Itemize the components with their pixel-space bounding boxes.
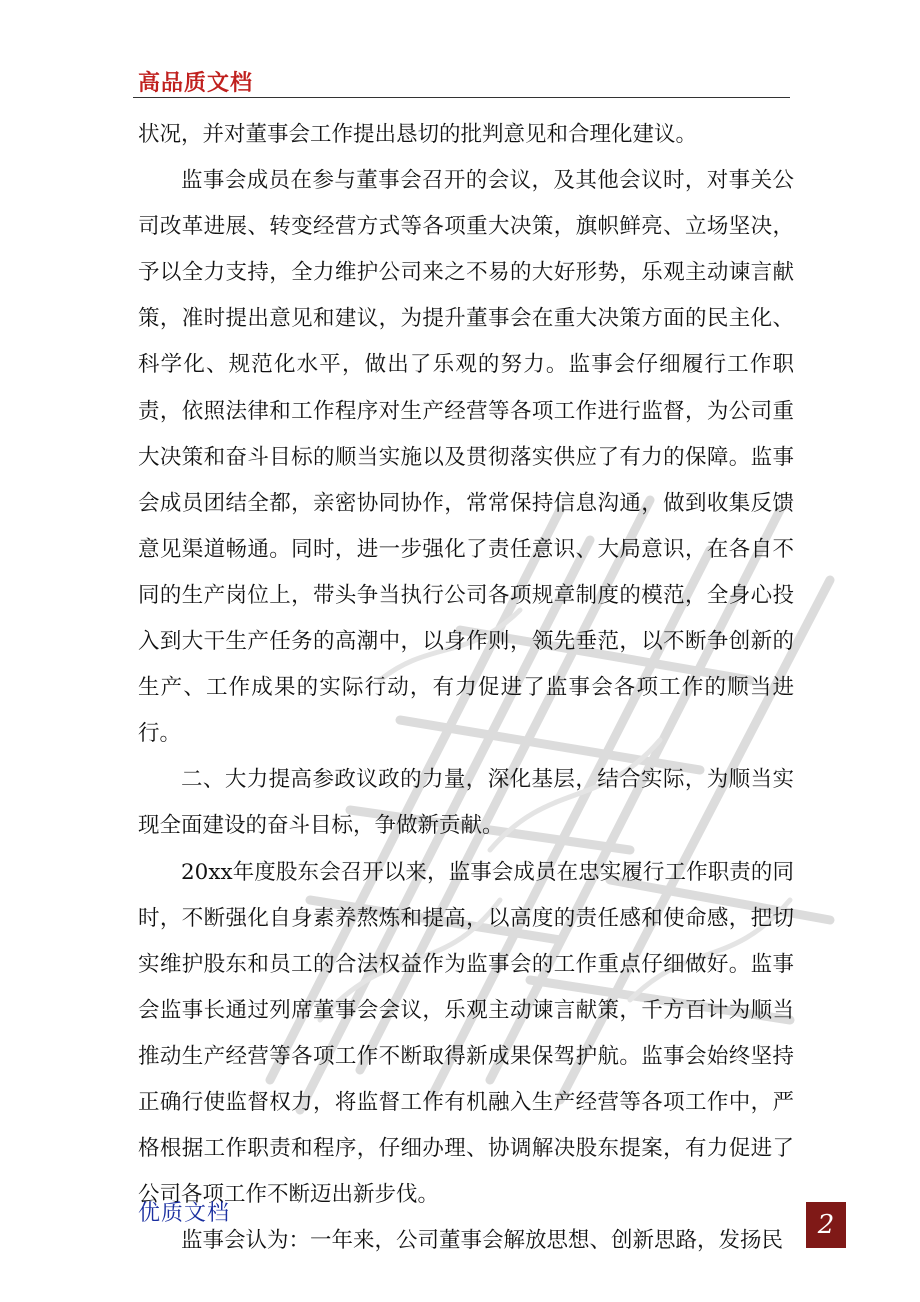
footer-title: 优质文档 [138,1201,231,1226]
page-number: 2 [817,1210,835,1240]
paragraph-2: 监事会成员在参与董事会召开的会议，及其他会议时，对事关公司改革进展、转变经营方式等各项重大决策，旗帜鲜亮、立场坚决，予以全力支持，全力维护公司来之不易的大好形势，乐观主动谏言献策，准时提出意见和建议，为提升董事会在重大决策方面的民主化、科学化、规范化水平，做出了乐观的努力。监事会仔细履行工作职责，依照法律和工作程序对生产经营等各项工作进行监督，为公司重大决策和奋斗目标的顺当实施以及贯彻落实供应了有力的保障。监事会成员团结全都，亲密协同协作，常常保持信息沟通，做到收集反馈意见渠道畅通。同时，进一步强化了责任意识、大局意识，在各自不同的生产岗位上，带头争当执行公司各项规章制度的模范，全身心投入到大干生产任务的高潮中，以身作则，领先垂范，以不断争创新的生产、工作成果的实际行动，有力促进了监事会各项工作的顺当进行。 [138,168,794,747]
document-body [138,112,794,1264]
page-number-badge [806,1202,846,1248]
paragraph-5: 监事会认为：一年来，公司董事会解放思想、创新思路，发扬民 [181,1228,784,1254]
paragraph-3: 二、大力提高参政议政的力量，深化基层，结合实际，为顺当实现全面建设的奋斗目标，争做新贡献。 [138,767,794,839]
paragraph-4: 20xx年度股东会召开以来，监事会成员在忠实履行工作职责的同时，不断强化自身素养熬炼和提高，以高度的责任感和使命感，把切实维护股东和员工的合法权益作为监事会的工作重点仔细做好。监事会监事长通过列席董事会会议，乐观主动谏言献策，千方百计为顺当推动生产经营等各项工作不断取得新成果保驾护航。监事会始终坚持正确行使监督权力，将监督工作有机融入生产经营等各项工作中，严格根据工作职责和程序，仔细办理、协调解决股东提案，有力促进了公司各项工作不断迈出新步伐。 [138,859,794,1208]
paragraph-1: 状况，并对董事会工作提出恳切的批判意见和合理化建议。 [138,122,698,147]
header-divider [133,97,790,98]
header-title: 高品质文档 [138,70,254,96]
